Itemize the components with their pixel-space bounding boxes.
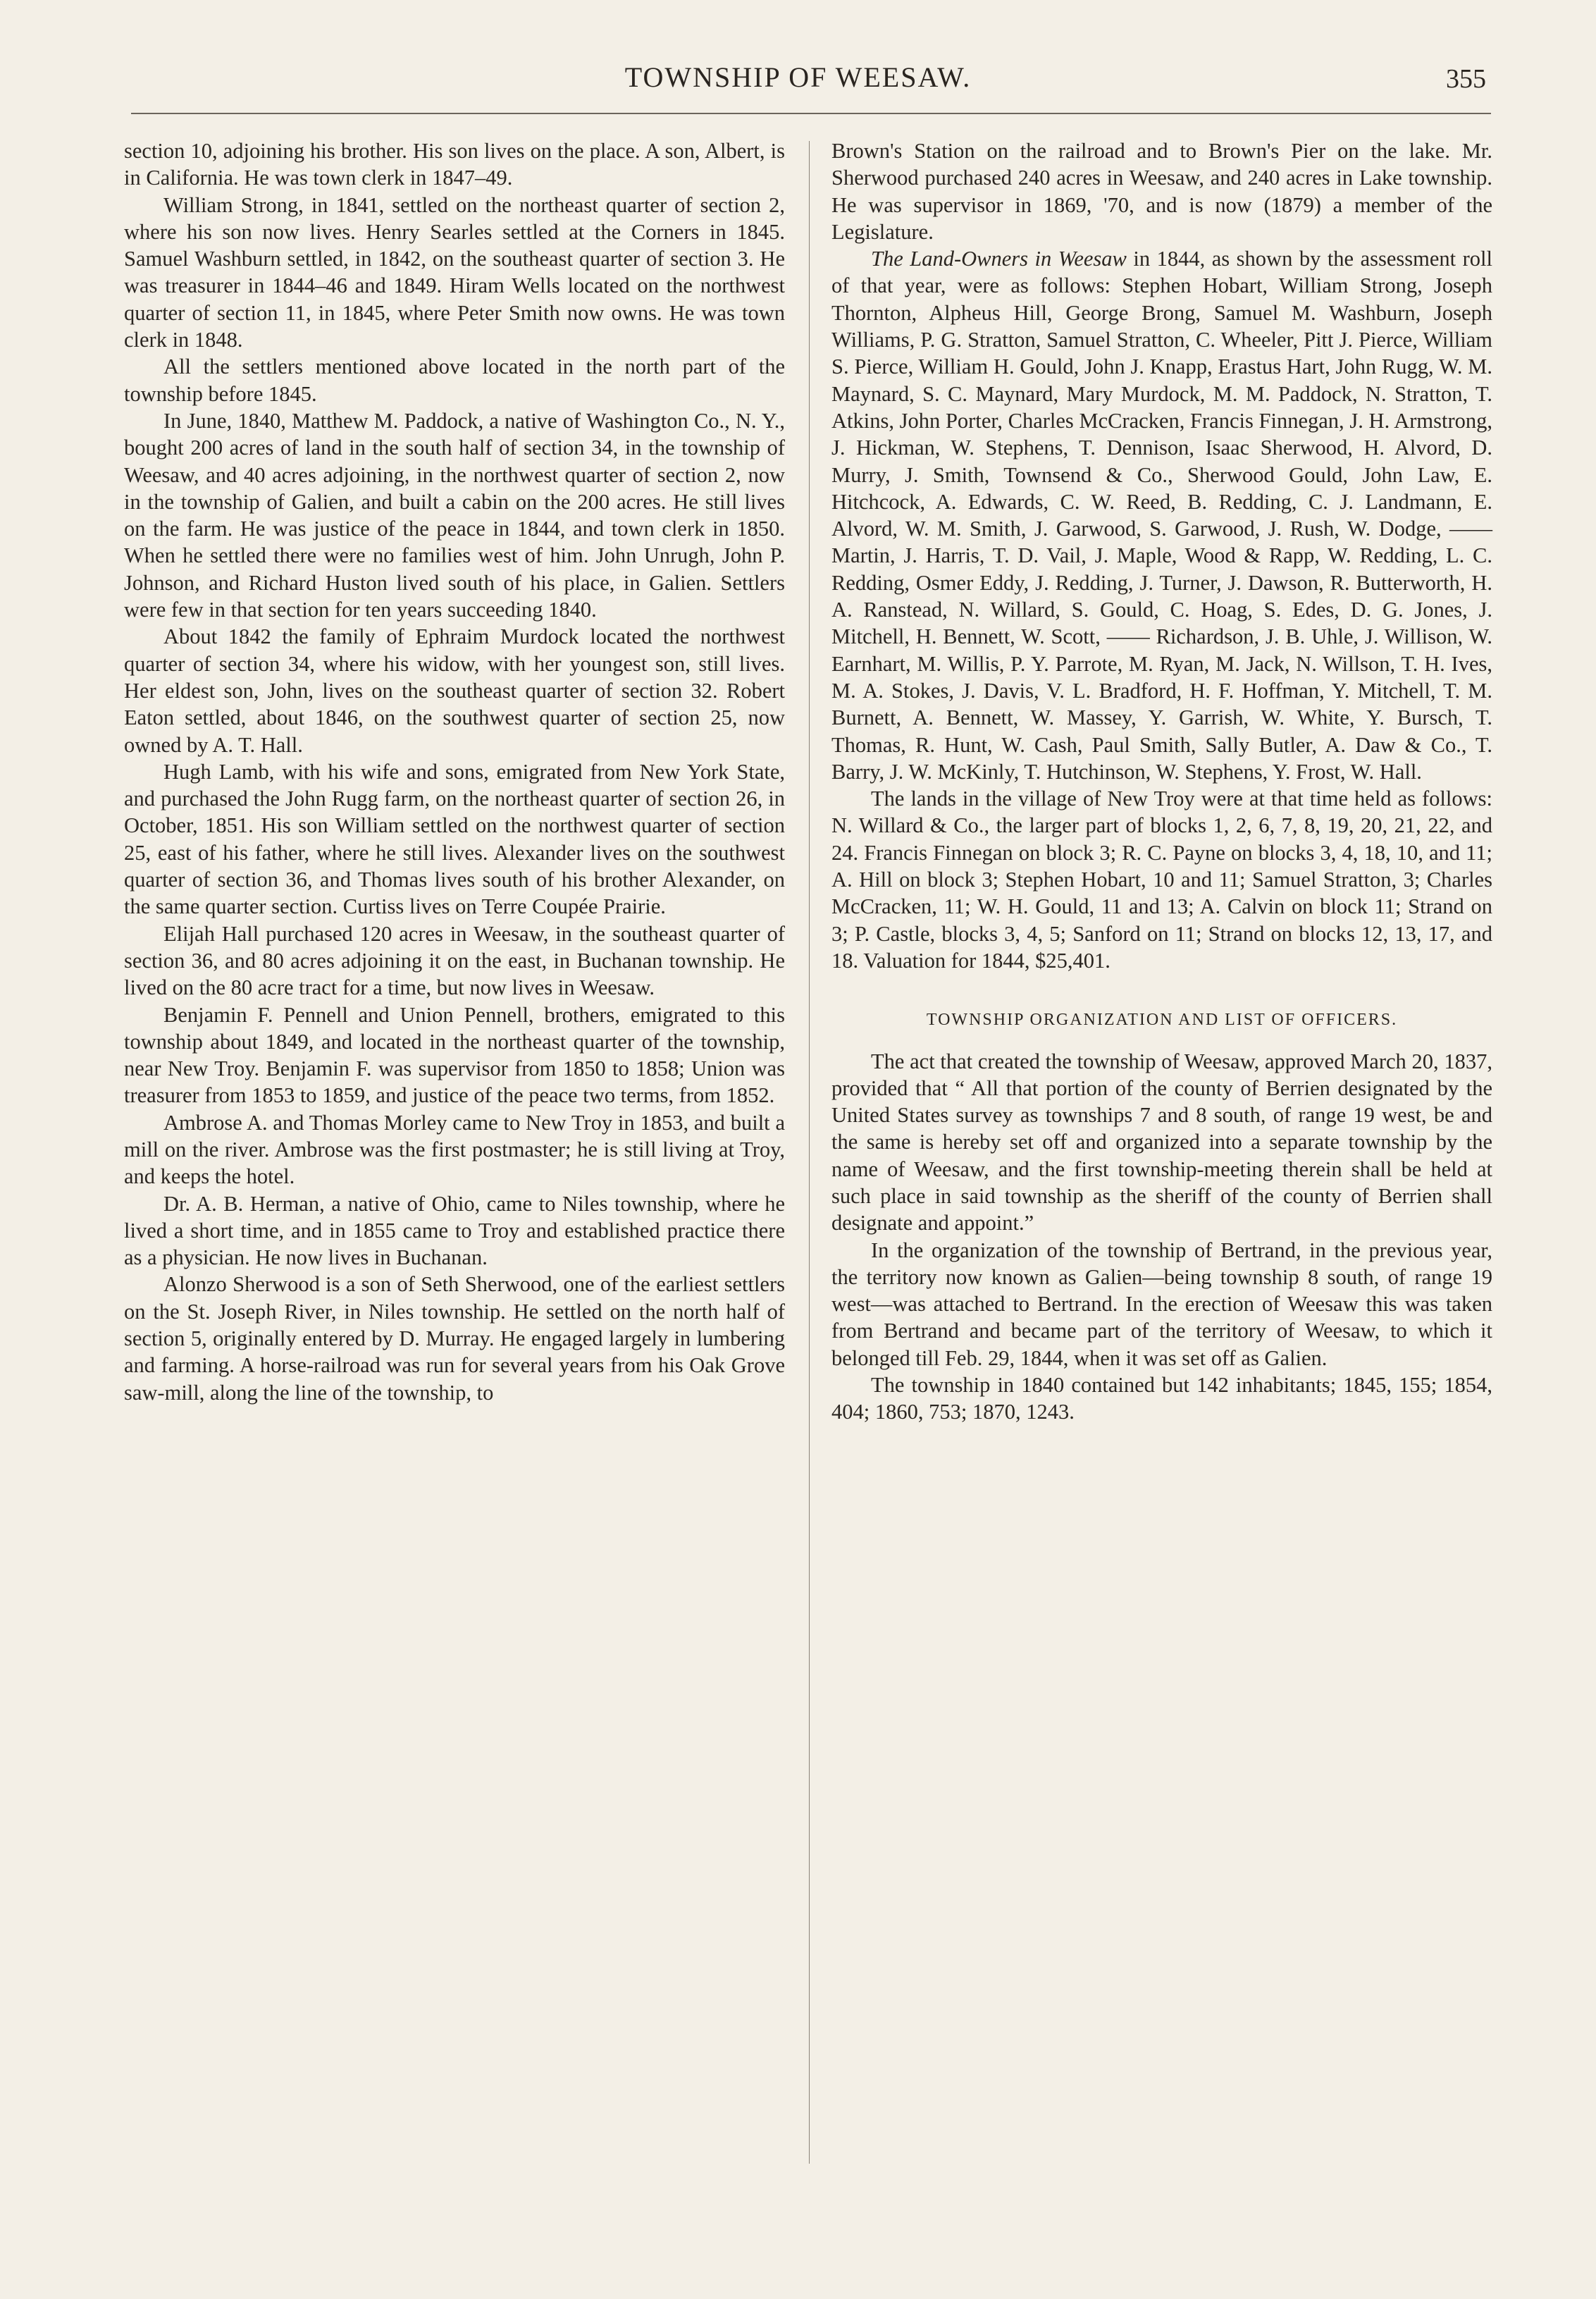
- paragraph: William Strong, in 1841, settled on the northeast quarter of section 2, where his son now lives. Henry Searles settled at the Corners in 1845. Samuel Washburn settled, in 1842, on the southeast quarter of section 3. He was treasurer in 1844–46 and 1849. Hiram Wells located on the northwest quarter of section 11, in 1845, where Peter Smith now owns. He was town clerk in 1848.: [124, 192, 785, 352]
- paragraph: section 10, adjoining his brother. His son lives on the place. A son, Albert, is in California. He was town clerk in 1847–49.: [124, 139, 785, 190]
- paragraph: Dr. A. B. Herman, a native of Ohio, came to Niles township, where he lived a short time, and in 1855 came to Troy and established practice there as a physician. He now lives in Buchanan.: [124, 1191, 785, 1270]
- running-title: TOWNSHIP OF WEESAW.: [624, 61, 972, 93]
- italic-lead: The Land-Owners in Weesaw: [871, 247, 1127, 271]
- right-column: [831, 137, 1492, 1426]
- paragraph: Brown's Station on the railroad and to Brown's Pier on the lake. Mr. Sherwood purchased 240 acres in Weesaw, and 240 acres in Lake township. He was supervisor in 1869, '70, and is now (1879) a member of the Legislature.: [831, 139, 1492, 244]
- header-rule: [131, 113, 1491, 114]
- column-divider: [809, 141, 810, 2164]
- paragraph: Hugh Lamb, with his wife and sons, emigrated from New York State, and purchased the John Rugg farm, on the northeast quarter of section 26, in October, 1851. His son William settled on the northwest quarter of section 25, east of his father, where he still lives. Alexander lives on the southwest quarter of section 36, and Thomas lives south of his brother Alexander, on the same quarter section. Curtiss lives on Terre Coupée Prairie.: [124, 759, 785, 919]
- paragraph-land-owners: [831, 245, 1492, 785]
- paragraph: All the settlers mentioned above located in the north part of the township before 1845.: [124, 355, 785, 406]
- paragraph: The lands in the village of New Troy were at that time held as follows: N. Willard & Co., the larger part of blocks 1, 2, 6, 7, 8, 19, 20, 21, 22, and 24. Francis Finnegan on block 3; R. C. Payne on blocks 3, 4, 18, 10, and 11; A. Hill on block 3; Stephen Hobart, 10 and 11; Samuel Stratton, 3; Charles McCracken, 11; W. H. Gould, 11 and 13; A. Calvin on block 11; Strand on 3; P. Castle, blocks 3, 4, 5; Sanford on 11; Strand on blocks 12, 13, 17, and 18. Valuation for 1844, $25,401.: [831, 787, 1492, 973]
- paragraph-text: in 1844, as shown by the assessment roll of that year, were as follows: Stephen Hobart, William Strong, Joseph Thornton, Alpheus Hill, George Brong, Samuel M. Washburn, Joseph Williams, P. G. Stratton, Samuel Stratton, C. Wheeler, Pitt J. Pierce, William S. Pierce, William H. Gould, John J. Knapp, Erastus Hart, John Rugg, W. M. Maynard, S. C. Maynard, Mary Murdock, M. M. Paddock, N. Stratton, T. Atkins, John Porter, Charles McCracken, Francis Finnegan, J. H. Armstrong, J. Hickman, W. Stephens, T. Dennison, Isaac Sherwood, H. Alvord, D. Murry, J. Smith, Townsend & Co., Sherwood Gould, John Law, E. Hitchcock, A. Edwards, C. W. Reed, B. Redding, C. J. Landmann, E. Alvord, W. M. Smith, J. Garwood, S. Garwood, J. Rush, W. Dodge, —— Martin, J. Harris, T. D. Vail, J. Maple, Wood & Rapp, W. Redding, L. C. Redding, Osmer Eddy, J. Redding, J. Turner, J. Dawson, R. Butterworth, H. A. Ranstead, N. Willard, S. Gould, C. Hoag, S. Edes, D. G. Jones, J. Mitchell, H. Bennett, W. Scott, —— Richardson, J. B. Uhle, J. Willison, W. Earnhart, M. Willis, P. Y. Parrote, M. Ryan, M. Jack, N. Willson, T. H. Ives, M. A. Stokes, J. Davis, V. L. Bradford, H. F. Hoffman, Y. Mitchell, T. M. Burnett, A. Bennett, W. Massey, Y. Garrish, W. White, Y. Bursch, T. Thomas, R. Hunt, W. Cash, Paul Smith, Sally Butler, A. Daw & Co., T. Barry, J. W. McKinly, T. Hutchinson, W. Stephens, Y. Frost, W. Hall.: [831, 247, 1492, 784]
- page-number: 355: [1446, 64, 1486, 94]
- paragraph: In the organization of the township of Bertrand, in the previous year, the territory now known as Galien—being township 8 south, of range 19 west—was attached to Bertrand. In the erection of Weesaw this was taken from Bertrand and became part of the territory of Weesaw, to which it belonged till Feb. 29, 1844, when it was set off as Galien.: [831, 1238, 1492, 1370]
- paragraph: Benjamin F. Pennell and Union Pennell, brothers, emigrated to this township about 1849, and located in the northeast quarter of the township, near New Troy. Benjamin F. was supervisor from 1850 to 1858; Union was treasurer from 1853 to 1859, and justice of the peace two terms, from 1852.: [124, 1002, 785, 1108]
- paragraph: About 1842 the family of Ephraim Murdock located the northwest quarter of section 34, where his widow, with her youngest son, still lives. Her eldest son, John, lives on the southeast quarter of section 32. Robert Eaton settled, about 1846, on the southwest quarter of section 25, now owned by A. T. Hall.: [124, 624, 785, 757]
- paragraph: Ambrose A. and Thomas Morley came to New Troy in 1853, and built a mill on the river. Ambrose was the first postmaster; he is still living at Troy, and keeps the hotel.: [124, 1110, 785, 1189]
- left-column: [124, 137, 785, 1406]
- paragraph: In June, 1840, Matthew M. Paddock, a native of Washington Co., N. Y., bought 200 acres of land in the south half of section 34, in the township of Weesaw, and 40 acres adjoining, in the northwest quarter of section 2, now in the township of Galien, and built a cabin on the 200 acres. He still lives on the farm. He was justice of the peace in 1844, and town clerk in 1850. When he settled there were no families west of him. John Unrugh, John P. Johnson, and Richard Huston lived south of his place, in Galien. Settlers were few in that section for ten years succeeding 1840.: [124, 408, 785, 622]
- paragraph: Elijah Hall purchased 120 acres in Weesaw, in the southeast quarter of section 36, and 80 acres adjoining it on the east, in Buchanan township. He lived on the 80 acre tract for a time, but now lives in Weesaw.: [124, 921, 785, 1000]
- paragraph: Alonzo Sherwood is a son of Seth Sherwood, one of the earliest settlers on the St. Joseph River, in Niles township. He settled on the north half of section 5, originally entered by D. Murray. He engaged largely in lumbering and farming. A horse-railroad was run for several years from his Oak Grove saw-mill, along the line of the township, to: [124, 1272, 785, 1405]
- paragraph: The act that created the township of Weesaw, approved March 20, 1837, provided that “ All that portion of the county of Berrien designated by the United States survey as townships 7 and 8 south, of range 19 west, be and the same is hereby set off and organized into a separate township by the name of Weesaw, and the first township-meeting therein shall be held at such place in said township as the sheriff of the county of Berrien shall designate and appoint.”: [831, 1049, 1492, 1235]
- section-heading: TOWNSHIP ORGANIZATION AND LIST OF OFFICERS.: [926, 1011, 1398, 1030]
- running-head: [0, 61, 1596, 103]
- paragraph: The township in 1840 contained but 142 inhabitants; 1845, 155; 1854, 404; 1860, 753; 1870, 1243.: [831, 1373, 1492, 1424]
